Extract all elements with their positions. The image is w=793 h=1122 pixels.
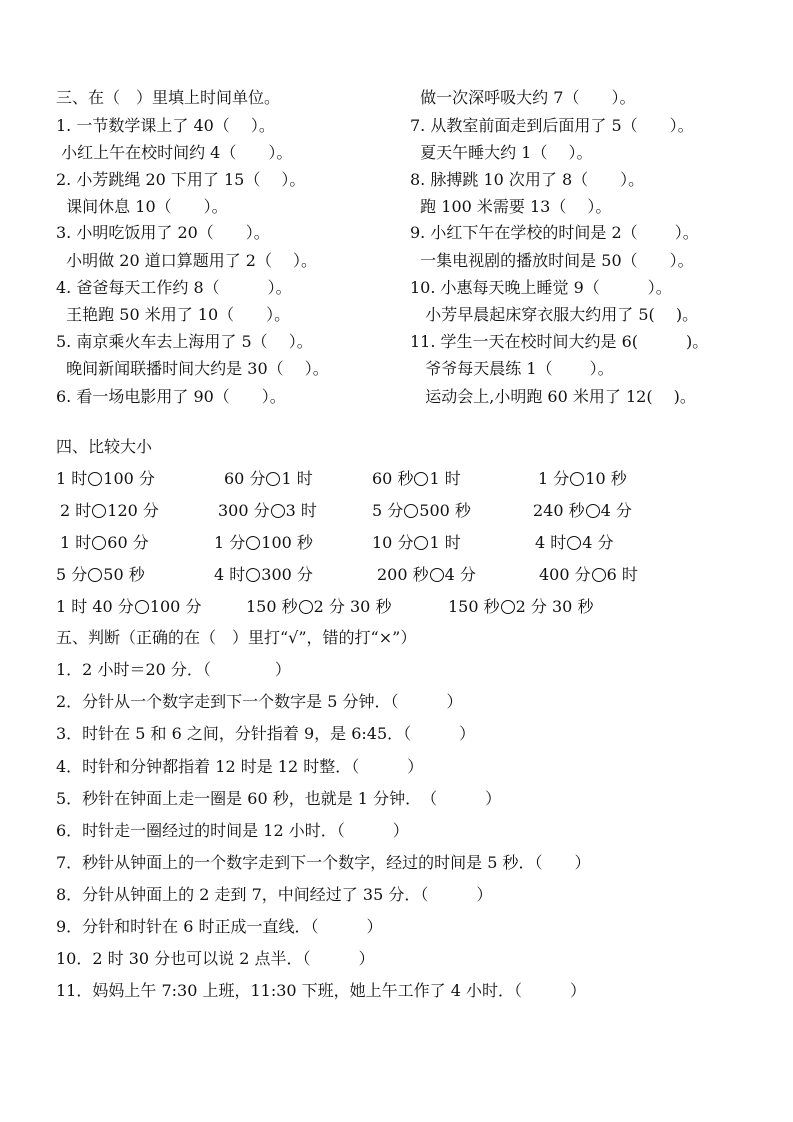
comparison-item xyxy=(246,597,391,617)
left-operand: 1 时 xyxy=(60,533,92,552)
comparison-item xyxy=(224,469,313,489)
comparison-item xyxy=(533,501,632,521)
comparison-item xyxy=(218,501,317,521)
right-operand: 4 分 xyxy=(600,501,632,520)
left-operand: 240 秒 xyxy=(533,501,585,520)
right-operand: 100 分 xyxy=(103,469,155,488)
judgement-item: 7．秒针从钟面上的一个数字走到下一个数字，经过的时间是 5 秒．（ ） xyxy=(56,853,591,872)
judgement-item: 1．2 小时＝20 分．（ ） xyxy=(56,660,291,679)
fill-item: 晚间新闻联播时间大约是 30（ ）。 xyxy=(56,359,329,378)
compare-circle[interactable] xyxy=(414,472,428,486)
judgement-item: 3．时针在 5 和 6 之间，分针指着 9，是 6:45．（ ） xyxy=(56,724,476,743)
fill-item: 跑 100 米需要 13（ ）。 xyxy=(410,197,612,216)
fill-item: 夏天午睡大约 1（ ）。 xyxy=(410,143,593,162)
comparison-item xyxy=(372,501,471,521)
right-operand: 100 分 xyxy=(149,597,202,616)
judgement-item: 2．分针从一个数字走到下一个数字是 5 分钟．（ ） xyxy=(56,692,463,711)
fill-item: 王艳跑 50 米用了 10（ ）。 xyxy=(56,305,291,324)
fill-item: 小芳早晨起床穿衣服大约用了 5( )。 xyxy=(410,305,699,324)
compare-circle[interactable] xyxy=(88,472,102,486)
compare-circle[interactable] xyxy=(430,568,444,582)
compare-circle[interactable] xyxy=(586,504,600,518)
section-3-title: 三、在（ ）里填上时间单位。 xyxy=(56,88,281,107)
comparison-item xyxy=(214,533,313,553)
judgement-item: 10．2 时 30 分也可以说 2 点半．（ ） xyxy=(56,949,375,968)
compare-circle[interactable] xyxy=(246,568,260,582)
right-operand: 6 时 xyxy=(606,565,638,584)
compare-circle[interactable] xyxy=(135,600,149,614)
compare-circle[interactable] xyxy=(92,504,106,518)
judgement-item: 8．分针从钟面上的 2 走到 7，中间经过了 35 分．（ ） xyxy=(56,885,493,904)
compare-circle[interactable] xyxy=(266,472,280,486)
right-operand: 2 分 30 秒 xyxy=(313,597,392,616)
fill-item: 6. 看一场电影用了 90（ ）。 xyxy=(56,387,286,406)
compare-circle[interactable] xyxy=(92,536,106,550)
left-operand: 60 秒 xyxy=(372,469,414,488)
left-operand: 5 分 xyxy=(56,565,88,584)
fill-item: 5. 南京乘火车去上海用了 5（ ）。 xyxy=(56,332,313,351)
comparison-item xyxy=(60,501,159,521)
comparison-item xyxy=(535,533,614,553)
compare-circle[interactable] xyxy=(246,536,260,550)
left-operand: 1 分 xyxy=(538,469,570,488)
fill-item: 9. 小红下午在学校的时间是 2（ ）。 xyxy=(410,223,699,242)
compare-circle[interactable] xyxy=(414,536,428,550)
right-operand: 60 分 xyxy=(107,533,149,552)
fill-item: 4. 爸爸每天工作约 8（ ）。 xyxy=(56,278,292,297)
left-operand: 60 分 xyxy=(224,469,266,488)
judgement-item: 4．时针和分钟都指着 12 时是 12 时整．（ ） xyxy=(56,757,424,776)
judgement-item: 9．分针和时针在 6 时正成一直线．（ ） xyxy=(56,917,383,936)
judgement-item: 6．时针走一圈经过的时间是 12 小时．（ ） xyxy=(56,821,409,840)
compare-circle[interactable] xyxy=(501,600,515,614)
left-operand: 5 分 xyxy=(372,501,404,520)
left-operand: 1 时 40 分 xyxy=(56,597,134,616)
left-operand: 150 秒 xyxy=(246,597,298,616)
compare-circle[interactable] xyxy=(404,504,418,518)
fill-item: 爷爷每天晨练 1（ ）。 xyxy=(410,359,614,378)
fill-item: 8. 脉搏跳 10 次用了 8（ ）。 xyxy=(410,170,645,189)
fill-item: 运动会上,小明跑 60 米用了 12( )。 xyxy=(410,387,696,406)
comparison-item xyxy=(539,565,638,585)
comparison-item xyxy=(56,469,155,489)
comparison-item xyxy=(448,597,593,617)
left-operand: 1 时 xyxy=(56,469,88,488)
fill-item: 课间休息 10（ ）。 xyxy=(56,197,228,216)
comparison-item xyxy=(372,469,461,489)
compare-circle[interactable] xyxy=(567,536,581,550)
section-5-title: 五、判断（正确的在（ ）里打“√”，错的打“×”） xyxy=(56,628,417,647)
left-operand: 150 秒 xyxy=(448,597,500,616)
right-operand: 4 分 xyxy=(582,533,614,552)
right-operand: 500 秒 xyxy=(419,501,471,520)
compare-circle[interactable] xyxy=(88,568,102,582)
left-operand: 200 秒 xyxy=(377,565,429,584)
section-4-title: 四、比较大小 xyxy=(56,437,153,456)
right-operand: 50 秒 xyxy=(103,565,145,584)
right-operand: 1 时 xyxy=(281,469,313,488)
left-operand: 300 分 xyxy=(218,501,270,520)
comparison-item xyxy=(214,565,313,585)
left-operand: 400 分 xyxy=(539,565,591,584)
judgement-item: 11．妈妈上午 7:30 上班，11:30 下班，她上午工作了 4 小时．（ ） xyxy=(56,981,587,1000)
comparison-item xyxy=(56,597,201,617)
comparison-item xyxy=(372,533,461,553)
comparison-item xyxy=(56,565,145,585)
fill-item: 11. 学生一天在校时间大约是 6( )。 xyxy=(410,332,709,351)
compare-circle[interactable] xyxy=(299,600,313,614)
fill-item: 做一次深呼吸大约 7（ ）。 xyxy=(410,88,636,107)
left-operand: 4 时 xyxy=(214,565,246,584)
compare-circle[interactable] xyxy=(570,472,584,486)
right-operand: 1 时 xyxy=(429,533,461,552)
left-operand: 4 时 xyxy=(535,533,567,552)
right-operand: 100 秒 xyxy=(261,533,313,552)
left-operand: 2 时 xyxy=(60,501,92,520)
comparison-item xyxy=(377,565,476,585)
fill-item: 一集电视剧的播放时间是 50（ ）。 xyxy=(410,251,694,270)
compare-circle[interactable] xyxy=(592,568,606,582)
right-operand: 2 分 30 秒 xyxy=(515,597,594,616)
left-operand: 1 分 xyxy=(214,533,246,552)
right-operand: 4 分 xyxy=(444,565,476,584)
right-operand: 300 分 xyxy=(261,565,313,584)
comparison-item xyxy=(538,469,627,489)
fill-item: 小红上午在校时间约 4（ ）。 xyxy=(56,143,293,162)
left-operand: 10 分 xyxy=(372,533,414,552)
fill-item: 7. 从教室前面走到后面用了 5（ ）。 xyxy=(410,116,694,135)
right-operand: 1 时 xyxy=(429,469,461,488)
compare-circle[interactable] xyxy=(271,504,285,518)
fill-item: 10. 小惠每天晚上睡觉 9（ ）。 xyxy=(410,278,672,297)
right-operand: 120 分 xyxy=(107,501,159,520)
fill-item: 小明做 20 道口算题用了 2（ ）。 xyxy=(56,251,318,270)
fill-item: 2. 小芳跳绳 20 下用了 15（ ）。 xyxy=(56,170,306,189)
fill-item: 1. 一节数学课上了 40（ ）。 xyxy=(56,116,275,135)
right-operand: 10 秒 xyxy=(585,469,627,488)
fill-item: 3. 小明吃饭用了 20（ ）。 xyxy=(56,223,270,242)
comparison-item xyxy=(60,533,149,553)
right-operand: 3 时 xyxy=(285,501,317,520)
judgement-item: 5．秒针在钟面上走一圈是 60 秒，也就是 1 分钟． （ ） xyxy=(56,789,502,808)
